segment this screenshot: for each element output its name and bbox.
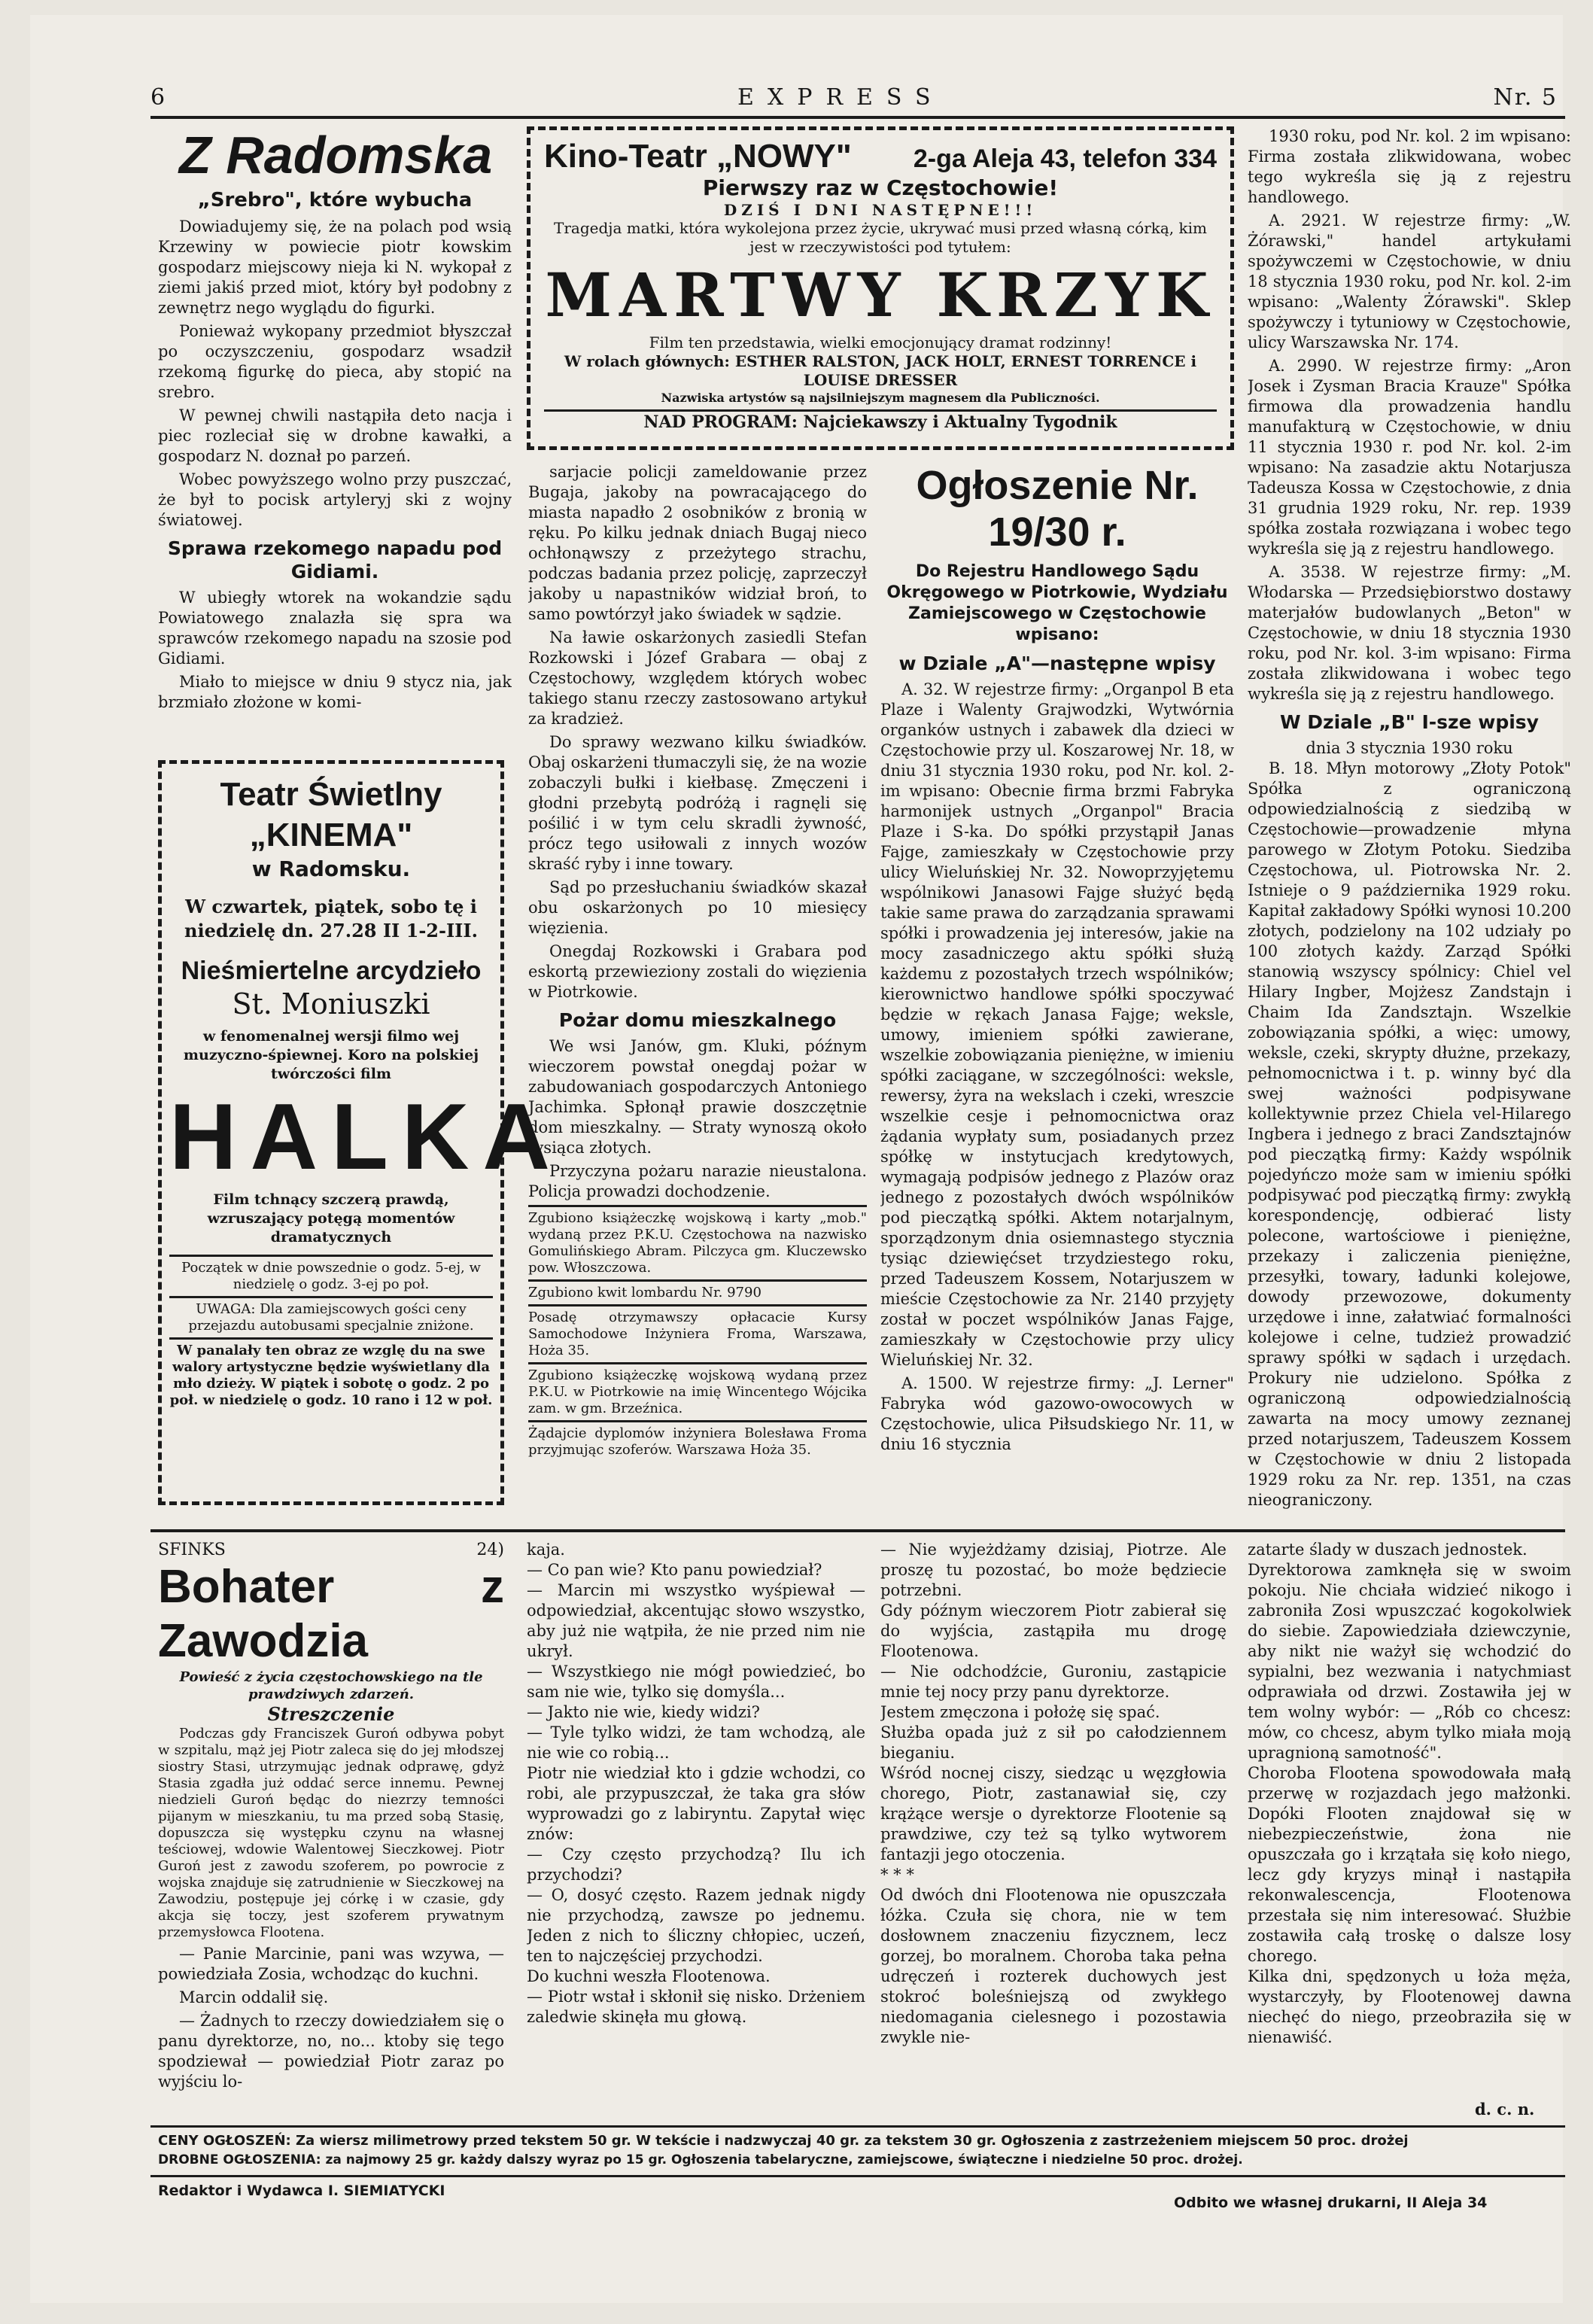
kinema-dates: W czwartek, piątek, sobo tę i niedzielę dn. 27.28 II 1-2-III. [184,896,478,941]
radomsko-subhead-1: „Srebro", które wybucha [197,189,473,211]
page-number: 6 [150,84,179,111]
article-paragraph: Ponieważ wykopany przedmiot błyszczał po oczyszczeniu, gospodarz wsadził rzekomą figurkę do pieca, aby stopić na srebro. [158,322,512,401]
newspaper-page [30,15,1571,2303]
register-entry: A. 1500. W rejestrze firmy: „J. Lerner" Fabryka wód gazowo-owocowych w Częstochowie, ulica Piłsudskiego Nr. 11, w dniu 16 stycznia [880,1374,1234,1453]
kinema-film-title: HALKA [169,1085,564,1189]
register-entry: A. 2990. W rejestrze firmy: „Aron Josek i Zysman Bracia Krauze" Spółka firmowa dla prowadzenia handlu manufakturą w Częstochowie, w dniu 11 stycznia 1930 r. pod Nr. kol. 2-im wpisano: Na zasadzie aktu Notarjusza Tadeusza Kossa w Częstochowie, z dnia 31 grudnia 1929 roku, Nr. rep. 1939 spółka została rozwiązana i wobec tego wykreśla się ją z rejestru handlowego. [1248,357,1571,558]
article-paragraph: Sąd po przesłuchaniu świadków skazał obu oskarżonych po 10 miesięcy więzienia. [528,878,867,937]
right-column [1248,126,1571,1526]
nowy-film-description: Film ten przedstawia, wielki emocjonujący dramat rodzinny! [649,333,1112,351]
article-paragraph: Przyczyna pożaru narazie nieustalona. Policja prowadzi dochodzenie. [528,1162,867,1200]
dzial-b-date: dnia 3 stycznia 1930 roku [1306,739,1513,757]
article-paragraph: Wobec powyższego wolno przy puszczać, że był to pocisk artyleryj ski z wojny światowej. [158,470,512,529]
serial-header [158,1540,504,1560]
nowy-program: NAD PROGRAM: Najciekawszy i Aktualny Tygodnik [544,409,1217,433]
radomsko-subhead-2: Sprawa rzekomego napadu pod Gidiami. [167,537,503,583]
serial-title: Bohater z Zawodzia [158,1561,504,1667]
article-paragraph: sarjacie policji zameldowanie przez Bugaja, jakoby na powracającego do miasta napadło 2 osobników z bronią w ręku. Po kilku jednak dniach Bugaj nieco ochłonąwszy z przeżytego strachu, podczas badania przez policję, zaprzeczył jakoby u napastników widział broń, to samo powtórzył jako świadek w sądzie. [528,463,867,623]
register-entry: B. 18. Młyn motorowy „Złoty Potok" Spółka z ograniczoną odpowiedzialnością z siedzibą w Częstochowie—prowadzenie młyna parowego w Złotym Potoku. Siedziba Częstochowa, ul. Piotrowska Nr. 2. Istnieje o 9 października 1929 roku. Kapitał zakładowy Spółki wynosi 10.200 złotych, podzielony na 102 udziały po 100 złotych każdy. Zarząd Spółki stanowią wszyscy spólnicy: Chiel vel Hilary Ingber, Mojżesz Zandstajn i Chaim Ida Zandsztajn. Wszelkie zobowiązania spółki, a więc: umowy, weksle, czeki, skrypty dłużne, przekazy, pełnomocnictwa i t. p. winny być dla swej ważności podpisywane kollektywnie przez Chiela vel-Hilarego Ingbera i jednego z braci Zandsztajnów pod pieczątką firmy: Każdy wspólnik pojedyńczo może sam w imieniu spółki podpisywać pod pieczątką firmy: zwykłą korespondencję, odbierać listy polecone, wartościowe i pieniężne, przekazy i zaliczenia pieniężne, przesyłki, towary, ładunki kolejowe, dowody przewozowe, dokumenty urzędowe i inne, załatwiać formalności kolejowe i celne, tudzież prowadzić sprawy spółki w sądach i urzędach. Prokury nie udzielono. Spółka z ograniczoną odpowiedzialnością zawarta na mocy umowy zeznanej przed notarjuszem, Tadeuszem Kossem w Częstochowie w dniu 2 listopada 1929 roku za Nr. rep. 1351, na czas nieograniczony. [1248,759,1571,1509]
classified-ad: Zgubiono kwit lombardu Nr. 9790 [528,1279,867,1304]
kinema-advertisement [158,760,564,1505]
serial-label: SFINKS [158,1541,226,1559]
register-entry: 1930 roku, pod Nr. kol. 2 im wpisano: Firma została zlikwidowana, wobec tego wykreśla się ją z rejestru handlowego. [1248,127,1571,206]
kinema-hours: Początek w dnie powszednie o godz. 5-ej, w niedzielę o godz. 3-ej po poł. [169,1255,493,1296]
article-paragraph: We wsi Janów, gm. Kluki, późnym wieczorem powstał onegdaj pożar w zabudowaniach gospodarczych Antoniego Jachimka. Spłonął prawie doszczętnie dom mieszkalny. — Straty wynoszą około tysiąca złotych. [528,1037,867,1157]
small-ad-rates: DROBNE OGŁOSZENIA: za najmowy 25 gr. każdy dalszy wyraz po 15 gr. Ogłoszenia tabelaryczne, zamiejscowe, świąteczne i niedzielne 50 proc. drożej. [158,2152,1243,2167]
serial-paragraph: — Panie Marcinie, pani was wzywa, — powiedziała Zosia, wchodząc do kuchni. [158,1945,504,1983]
serial-paragraph: — Żadnych to rzeczy dowiedziałem się o panu dyrektorze, no, no... ktoby się tego spodziewał — powiedział Piotr zaraz po wyjściu lo- [158,2012,504,2091]
article-paragraph: Dowiadujemy się, że na polach pod wsią Krzewiny w powiecie piotr kowskim gospodarz miejscowy nieja ki N. wykopał z ziemi jakiś przed miot, który był podobny z zewnętrz nego wyglądu do figurki. [158,217,512,317]
nowy-title: Kino-Teatr „NOWY" [544,138,852,175]
serial-continuation: d. c. n. [1475,2100,1535,2119]
article-paragraph: Miało to miejsce w dniu 9 stycz nia, jak brzmiało złożone w komi- [158,673,512,711]
nowy-address: 2-ga Aleja 43, telefon 334 [913,144,1217,173]
register-entry: A. 32. W rejestrze firmy: „Organpol B eta Plaze i Walenty Grajwodzki, Wytwórnia organków ustnych i zabawek dla dzieci w Częstochowie przy ul. Koszarowej Nr. 18, w dniu 31 stycznia 1930 roku, pod Nr. kol. 2-im wpisano: Obecnie firma brzmi Fabryka harmonijek ustnych „Organpol" Bracia Plaze i S-ka. Do spółki przystąpił Janas Fajge, zamieszkały w Częstochowie przy ulicy Wieluńskiej Nr. 32. Nowoprzyjętemu wspólnikowi Janasowi Fajge służyć będą takie same prawa do zarządzania sprawami spółki i prowadzenia jej interesów, jakie na mocy zasadniczego aktu spółki służą każdemu z pozostałych trzech wspólników; kierownictwo handlowe spółki spoczywać będzie w rękach Janasa Fajge; weksle, umowy, imieniem spółki zawierane, wszelkie zobowiązania pieniężne, w imieniu spółki zaciągane, w szczególności: weksle, rewersy, żyra na wekslach i czeki, wreszcie wszelkie cesje i pełnomocnictwa oraz żądania wypłaty sum, posiadanych przez spółkę w instytucjach kredytowych, wymagają podpisów jednego z Plazów oraz jednego z pozostałych dwóch wspólników pod pieczątką spółki. Aktem notarjalnym, sporządzonym dnia osiemnastego stycznia tysiąc dziewięćset trzydziestego roku, przed Tadeuszem Kossem, Notarjuszem w mieście Częstochowie za Nr. 2140 przyjęty został w poczet wspólników Janas Fajge, zamieszkały w Częstochowie przy ulicy Wieluńskiej Nr. 32. [880,680,1234,1369]
nowy-film-title: MARTWY KRZYK [545,260,1216,330]
dzial-a-heading: w Dziale „A"—następne wpisy [898,652,1216,674]
register-entry: A. 3538. W rejestrze firmy: „M. Włodarska — Przedsiębiorstwo dostawy materjałów budowlanych „Beton" w Częstochowie, w dniu 18 stycznia 1930 roku, pod Nr. kol. 3-im wpisano: Firma została zlikwidowana i wobec tego wykreśla się ją z rejestru handlowego. [1248,563,1571,703]
classified-ad: Zgubiono książeczkę wojskową i karty „mob." wydaną przez P.K.U. Częstochowa na nazwisko Gomulińskiego Abram. Pilczyca gm. Kluczewsko pow. Włoszczowa. [528,1205,867,1279]
article-paragraph: Do sprawy wezwano kilku świadków. Obaj oskarżeni tłumaczyli się, że na wozie zobaczyli bułki i kiełbasę. Zmęczeni i głodni przebytą podróżą i ragnęli się pośilić i w tym celu skradli żywność, prócz tego usiłowali z innych wozów skraść ryby i inne towary. [528,733,867,873]
serial-number: 24) [476,1541,504,1559]
register-entry: A. 2921. W rejestrze firmy: „W. Żórawski," handel artykułami spożywczemi w Częstochowie, w dniu 18 stycznia 1930 roku, pod Nr. kol. 2-im wpisano: „Walenty Żórawski". Sklep spożywczy i tytuniowy w Częstochowie, ulicy Warszawska Nr. 174. [1248,211,1571,351]
nowy-header [544,138,1217,175]
middle-column [528,462,867,1531]
radomsko-column [158,126,512,759]
serial-column-1 [158,1540,504,2119]
editor-line: Redaktor i Wydawca I. SIEMIATYCKI [158,2183,445,2199]
dzial-b-heading: W Dziale „B" I-sze wpisy [1280,711,1539,733]
serial-column-3: — Nie wyjeżdżamy dzisiaj, Piotrze. Ale proszę tu pozostać, bo może będziecie potrzebni. Gdy późnym wieczorem Piotr zabierał się do wyjścia, zastąpiła mu drogę Flootenowa. — Nie odchodźcie, Guroniu, zastąpicie mnie tej nocy przy panu dyrektorze. Jestem zmęczona i położę się spać. Służba opada już z sił po całodziennem bieganiu. Wśród nocnej ciszy, siedząc u węzgłowia chorego, Piotr, zastanawiał się, czy krążące wersje o dyrektorze Flootenie są prawdziwe, czy też są tylko wytworem fantazji jego otoczenia. * * * Od dwóch dni Flootenowa nie opuszczała łóżka. Czuła się chora, nie w tem dosłownem znaczeniu fizycznem, lecz gorzej, bo moralnem. Choroba taka pełna udręczeń i rozterek duchowych jest stokroć boleśniejszą od zwykłego niedomagania cielesnego i pozostawia zwykle nie- [880,1541,1227,2046]
classified-ad: Zgubiono książeczkę wojskową wydaną przez P.K.U. w Piotrkowie na imię Wincentego Wójcika zam. w gm. Brzeźnica. [528,1362,867,1420]
ogloszenie-intro: Do Rejestru Handlowego Sądu Okręgowego w Piotrkowie, Wydziału Zamiejscowego w Częstochowie wpisano: [886,562,1228,644]
newspaper-title: EXPRESS [737,84,944,111]
kinema-bus-notice: UWAGA: Dla zamiejscowych gości ceny przejazdu autobusami specjalnie zniżone. [169,1296,493,1337]
serial-column-2: kaja. — Co pan wie? Kto panu powiedział? — Marcin mi wszystko wyśpiewał — odpowiedział, akcentując słowo wszystko, aby już nie wątpiła, że nie przed nim nie ukrył. — Wszystkiego nie mógł powiedzieć, bo sam nie wie, tylko się domyśla... — Jakto nie wie, kiedy widzi? — Tyle tylko widzi, że tam wchodzą, ale nie wie co robią... Piotr nie wiedział kto i gdzie wchodzi, co robi, ale przypuszczał, że taka gra słów wyprowadzi go z labiryntu. Zapytał więc znów: — Czy często przychodzą? Ilu ich przychodzi? — O, dosyć często. Razem jednak nigdy nie przychodzą, zawsze po jednemu. Jeden z nich to śliczny chłopiec, uczeń, ten to najczęściej przychodzi. Do kuchni weszła Flootenowa. — Piotr wstał i skłonił się nisko. Drżeniem zaledwie skinęła mu głową. [527,1541,865,2026]
article-paragraph: W pewnej chwili nastąpiła deto nacja i piec rozleciał się w drobne kawałki, a gospodarz N. doznał po parzeń. [158,406,512,465]
classified-ad: Żądajcie dyplomów inżyniera Bolesława Froma przyjmując szoferów. Warszawa Hoża 35. [528,1420,867,1462]
nowy-stars: Nazwiska artystów są najsilniejszym magnesem dla Publiczności. [661,391,1100,405]
article-paragraph: Onegdaj Rozkowski i Grabara pod eskortą przewieziony zostali do więzienia w Piotrkowie. [528,942,867,1001]
masthead-rule [150,116,1565,119]
printer-line: Odbito we własnej drukarni, II Aleja 34 [1174,2195,1488,2211]
nowy-cast: W rolach głównych: ESTHER RALSTON, JACK HOLT, ERNEST TORRENCE i LOUISE DRESSER [564,352,1197,389]
serial-summary: Podczas gdy Franciszek Guroń odbywa pobyt w szpitalu, mąż jej Piotr zaleca się do jej młodszej siostry Stasi, utrzymując jednak odprawę, gdyż Stasia zgadła już oddać serce innemu. Pewnej niedzieli Guroń będąc do niezrzy temności pijanym w mieszkaniu, tu ma przed sobą Stasię, dopuszcza się występku czynu na własnej teściowej, wdowie Walentowej Sieczkowej. Piotr Guroń jest z zawodu szoferem, po powrocie z wojska znajduje się zatrudnienie w Sieczkowej na Zawodziu, postępuje jej córkę i w czasie, gdy akcja się toczy, jest szoferem prywatnym przemysłowca Flootena. [158,1726,504,1940]
ad-rates: CENY OGŁOSZEŃ: Za wiersz milimetrowy przed tekstem 50 gr. W tekście i nadzwyczaj 40 gr. za tekstem 30 gr. Ogłoszenia z zastrzeżeniem miejscem 50 proc. drożej [158,2133,1409,2149]
article-paragraph: W ubiegły wtorek na wokandzie sądu Powiatowego znalazła się spra wa sprawców rzekomego napadu na szosie pod Gidiami. [158,589,512,668]
kinema-description: w fenomenalnej wersji filmo wej muzyczno-śpiewnej. Koro na polskiej twórczości film [183,1028,479,1082]
nowy-today: DZIŚ I DNI NASTĘPNE!!! [723,201,1038,219]
serial-summary-heading: Streszczenie [267,1703,395,1725]
serial-paragraph: Marcin oddalił się. [179,1988,329,2006]
footer-rule [150,2125,1565,2128]
nowy-first-time: Pierwszy raz w Częstochowie! [702,175,1059,200]
kinema-composer: St. Moniuszki [232,987,430,1021]
kinema-tagline: Film tchnący szczerą prawdą, wzruszający potęgą momentów dramatycznych [207,1191,455,1246]
nowy-advertisement [527,126,1234,450]
masthead [150,84,1565,119]
kinema-city: w Radomsku. [251,856,411,881]
footer-rule-2 [150,2175,1565,2177]
ogloszenie-title: Ogłoszenie Nr. 19/30 r. [916,463,1199,555]
radomsko-headline: Z Radomska [179,126,493,184]
fire-headline: Pożar domu mieszkalnego [558,1009,837,1031]
serial-subtitle: Powieść z życia częstochowskiego na tle prawdziwych zdarzeń. [179,1669,483,1702]
kinema-title: Teatr Świetlny „KINEMA" [220,776,442,853]
kinema-immortal: Nieśmiertelne arcydzieło [181,957,482,985]
section-rule [150,1529,1565,1532]
ogloszenie-column [880,462,1234,1531]
article-paragraph: Na ławie oskarżonych zasiedli Stefan Rozkowski i Józef Grabara — obaj z Częstochowy, względem których wobec takiego stanu rzeczy zastosowano artykuł za kradzież. [528,628,867,728]
classified-ad: Posadę otrzymawszy opłacacie Kursy Samochodowe Inżyniera Froma, Warszawa, Hoża 35. [528,1304,867,1362]
kinema-closing: W panalały ten obraz ze wzglę du na swe walory artystyczne będzie wyświetlany dla mło dzieży. W piątek i sobotę o godz. 2 po poł. w niedzielę o godz. 10 rano i 12 w poł. [169,1337,493,1412]
nowy-tragedy: Tragedja matki, która wykolejona przez życie, ukrywać musi przed własną córką, kim jest w rzeczywistości pod tytułem: [554,219,1207,256]
issue-number: Nr. 5 [1493,84,1558,111]
serial-column-4: zatarte ślady w duszach jednostek. Dyrektorowa zamknęła się w swoim pokoju. Nie chciała widzieć nikogo i zabroniła Zosi wpuszczać kogokolwiek do siebie. Zapowiedziała dziewczynie, aby nikt nie ważył się wchodzić do sypialni, bez wezwania i natychmiast odprawiała od drzwi. Zostawiła jej w tem wolny wybór: — „Rób co chcesz: mów, co chcesz, abym tylko miała moją upragnioną samotność". Choroba Flootena spowodowała małą przerwę w rozjazdach jego małżonki. Dopóki Flooten znajdował się w niebezpieczeństwie, żona nie opuszczała go i krzątała się koło niego, lecz gdy kryzys minął i nastąpiła rekonwalescencja, Flootenowa przestała się nim interesować. Służbie zostawiła całą troskę o dalsze losy chorego. Kilka dni, spędzonych u łoża męża, wystarczyły, by Flootenowej dawna niechęć do niego, przeobraziła się w nienawiść. [1248,1541,1571,2046]
